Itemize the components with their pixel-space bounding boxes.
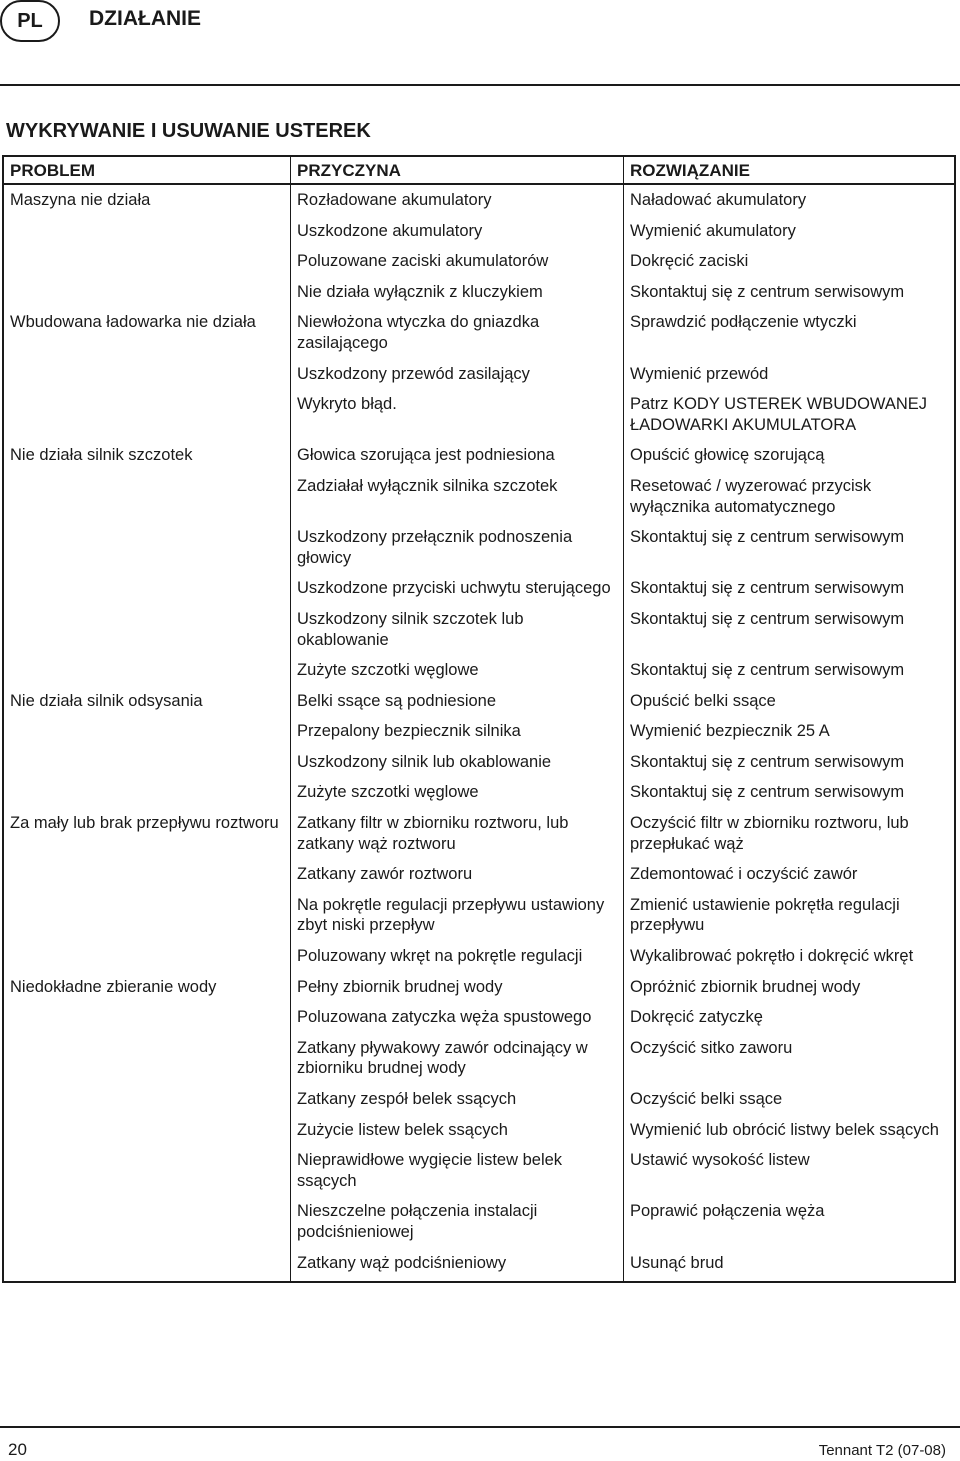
solution-cell: Sprawdzić podłączenie wtyczki — [630, 313, 857, 332]
table-row — [3, 282, 955, 313]
solution-cell: Zmienić ustawienie pokrętła regulacji przepływu — [630, 895, 900, 935]
solution-cell: Usunąć brud — [630, 1253, 724, 1272]
problem-cell — [3, 578, 291, 609]
cause-cell: Poluzowane zaciski akumulatorów — [291, 251, 624, 282]
table-row — [3, 1007, 955, 1038]
problem-cell — [3, 1120, 291, 1151]
solution-cell: Patrz KODY USTEREK WBUDOWANEJ ŁADOWARKI AKUMULATORA — [630, 395, 928, 434]
problem-cell — [3, 864, 291, 895]
column-header-cause: PRZYCZYNA — [291, 156, 624, 184]
problem-cell — [3, 476, 291, 527]
cause-cell: Zużyte szczotki węglowe — [291, 782, 624, 813]
table-row — [3, 394, 955, 445]
table-row — [3, 1089, 955, 1120]
solution-cell: Oczyścić filtr w zbiorniku roztworu, lub przepłukać wąż — [630, 814, 909, 853]
page-header — [0, 0, 960, 42]
table-row — [3, 864, 955, 895]
table-row — [3, 691, 955, 722]
table-row — [3, 1150, 955, 1201]
cause-cell: Nieprawidłowe wygięcie listew belek ssących — [291, 1150, 624, 1201]
page-title: WYKRYWANIE I USUWANIE USTEREK — [6, 120, 371, 142]
solution-cell: Opuścić belki ssące — [630, 691, 776, 710]
header-divider — [0, 84, 960, 86]
table-row — [3, 251, 955, 282]
cause-cell: Uszkodzone akumulatory — [291, 221, 624, 252]
problem-cell: Niedokładne zbieranie wody — [10, 977, 217, 996]
cause-cell: Rozładowane akumulatory — [291, 184, 624, 221]
solution-cell: Opuścić głowicę szorującą — [630, 446, 825, 465]
table-row — [3, 476, 955, 527]
problem-cell — [3, 752, 291, 783]
solution-cell: Dokręcić zaciski — [630, 252, 749, 271]
solution-cell: Opróżnić zbiornik brudnej wody — [630, 977, 861, 996]
solution-cell: Wymienić akumulatory — [630, 221, 796, 240]
solution-cell: Wymienić lub obrócić listwy belek ssących — [630, 1120, 939, 1139]
cause-cell: Pełny zbiornik brudnej wody — [291, 977, 624, 1008]
table-row — [3, 445, 955, 476]
solution-cell: Skontaktuj się z centrum serwisowym — [630, 528, 905, 547]
problem-cell: Nie działa silnik odsysania — [10, 691, 203, 710]
table-row — [3, 1201, 955, 1252]
problem-cell — [3, 660, 291, 691]
solution-cell: Skontaktuj się z centrum serwisowym — [630, 752, 905, 771]
solution-cell: Wymienić bezpiecznik 25 A — [630, 722, 830, 741]
table-row — [3, 312, 955, 363]
footer-divider — [0, 1426, 960, 1428]
table-row — [3, 527, 955, 578]
table-row — [3, 946, 955, 977]
solution-cell: Zdemontować i oczyścić zawór — [630, 865, 858, 884]
table-row — [3, 660, 955, 691]
cause-cell: Nieszczelne połączenia instalacji podciśnieniowej — [291, 1201, 624, 1252]
cause-cell: Nie działa wyłącznik z kluczykiem — [291, 282, 624, 313]
cause-cell: Zużyte szczotki węglowe — [291, 660, 624, 691]
problem-cell: Maszyna nie działa — [10, 191, 151, 209]
problem-cell — [3, 1150, 291, 1201]
cause-cell: Uszkodzony silnik lub okablowanie — [291, 752, 624, 783]
cause-cell: Zatkany zespół belek ssących — [291, 1089, 624, 1120]
table-row — [3, 609, 955, 660]
table-row — [3, 813, 955, 864]
problem-cell — [3, 251, 291, 282]
solution-cell: Naładować akumulatory — [630, 191, 807, 209]
table-row — [3, 221, 955, 252]
problem-cell — [3, 1038, 291, 1089]
problem-cell — [3, 282, 291, 313]
problem-cell — [3, 609, 291, 660]
problem-cell — [3, 221, 291, 252]
table-row — [3, 1038, 955, 1089]
problem-cell — [3, 394, 291, 445]
solution-cell: Skontaktuj się z centrum serwisowym — [630, 579, 905, 598]
problem-cell: Wbudowana ładowarka nie działa — [10, 313, 256, 332]
problem-cell — [3, 946, 291, 977]
solution-cell: Resetować / wyzerować przycisk wyłącznika automatycznego — [630, 476, 872, 516]
solution-cell: Wymienić przewód — [630, 364, 769, 383]
table-row — [3, 721, 955, 752]
problem-cell: Nie działa silnik szczotek — [10, 446, 193, 465]
cause-cell: Uszkodzony silnik szczotek lub okablowanie — [291, 609, 624, 660]
problem-cell — [3, 527, 291, 578]
cause-cell: Zatkany zawór roztworu — [291, 864, 624, 895]
table-row — [3, 895, 955, 946]
table-body — [3, 184, 955, 1282]
table-row — [3, 752, 955, 783]
cause-cell: Wykryto błąd. — [291, 394, 624, 445]
table-row — [3, 782, 955, 813]
section-title: DZIAŁANIE — [89, 7, 201, 30]
solution-cell: Skontaktuj się z centrum serwisowym — [630, 783, 905, 802]
problem-cell — [3, 782, 291, 813]
cause-cell: Poluzowana zatyczka węża spustowego — [291, 1007, 624, 1038]
table-row — [3, 1253, 955, 1283]
table-row — [3, 184, 955, 221]
cause-cell: Zatkany wąż podciśnieniowy — [291, 1253, 624, 1283]
problem-cell — [3, 1253, 291, 1283]
problem-cell — [3, 364, 291, 395]
cause-cell: Zatkany pływakowy zawór odcinający w zbiorniku brudnej wody — [291, 1038, 624, 1089]
cause-cell: Przepalony bezpiecznik silnika — [291, 721, 624, 752]
problem-cell — [3, 895, 291, 946]
problem-cell — [3, 1201, 291, 1252]
cause-cell: Zadziałał wyłącznik silnika szczotek — [291, 476, 624, 527]
problem-cell — [3, 721, 291, 752]
table-row — [3, 977, 955, 1008]
cause-cell: Zużycie listew belek ssących — [291, 1120, 624, 1151]
troubleshooting-table — [2, 155, 956, 1283]
table-row — [3, 1120, 955, 1151]
column-header-solution: ROZWIĄZANIE — [624, 156, 956, 184]
solution-cell: Skontaktuj się z centrum serwisowym — [630, 661, 905, 680]
cause-cell: Uszkodzone przyciski uchwytu sterującego — [291, 578, 624, 609]
cause-cell: Na pokrętle regulacji przepływu ustawiony zbyt niski przepływ — [291, 895, 624, 946]
language-badge: PL — [0, 0, 60, 42]
document-reference: Tennant T2 (07-08) — [818, 1442, 946, 1459]
table-header-row — [3, 156, 955, 184]
page-number: 20 — [8, 1440, 27, 1459]
solution-cell: Skontaktuj się z centrum serwisowym — [630, 282, 905, 301]
solution-cell: Wykalibrować pokrętło i dokręcić wkręt — [630, 947, 914, 966]
cause-cell: Belki ssące są podniesione — [291, 691, 624, 722]
cause-cell: Zatkany filtr w zbiorniku roztworu, lub zatkany wąż roztworu — [291, 813, 624, 864]
solution-cell: Oczyścić sitko zaworu — [630, 1038, 793, 1057]
column-header-problem: PROBLEM — [3, 156, 291, 184]
cause-cell: Poluzowany wkręt na pokrętle regulacji — [291, 946, 624, 977]
problem-cell: Za mały lub brak przepływu roztworu — [10, 814, 279, 833]
problem-cell — [3, 1089, 291, 1120]
cause-cell: Uszkodzony przełącznik podnoszenia głowicy — [291, 527, 624, 578]
table-row — [3, 364, 955, 395]
solution-cell: Poprawić połączenia węża — [630, 1202, 825, 1221]
solution-cell: Dokręcić zatyczkę — [630, 1008, 763, 1027]
solution-cell: Ustawić wysokość listew — [630, 1151, 810, 1170]
solution-cell: Skontaktuj się z centrum serwisowym — [630, 609, 905, 628]
cause-cell: Niewłożona wtyczka do gniazdka zasilającego — [291, 312, 624, 363]
solution-cell: Oczyścić belki ssące — [630, 1090, 783, 1108]
cause-cell: Głowica szorująca jest podniesiona — [291, 445, 624, 476]
problem-cell — [3, 1007, 291, 1038]
cause-cell: Uszkodzony przewód zasilający — [291, 364, 624, 395]
table-row — [3, 578, 955, 609]
